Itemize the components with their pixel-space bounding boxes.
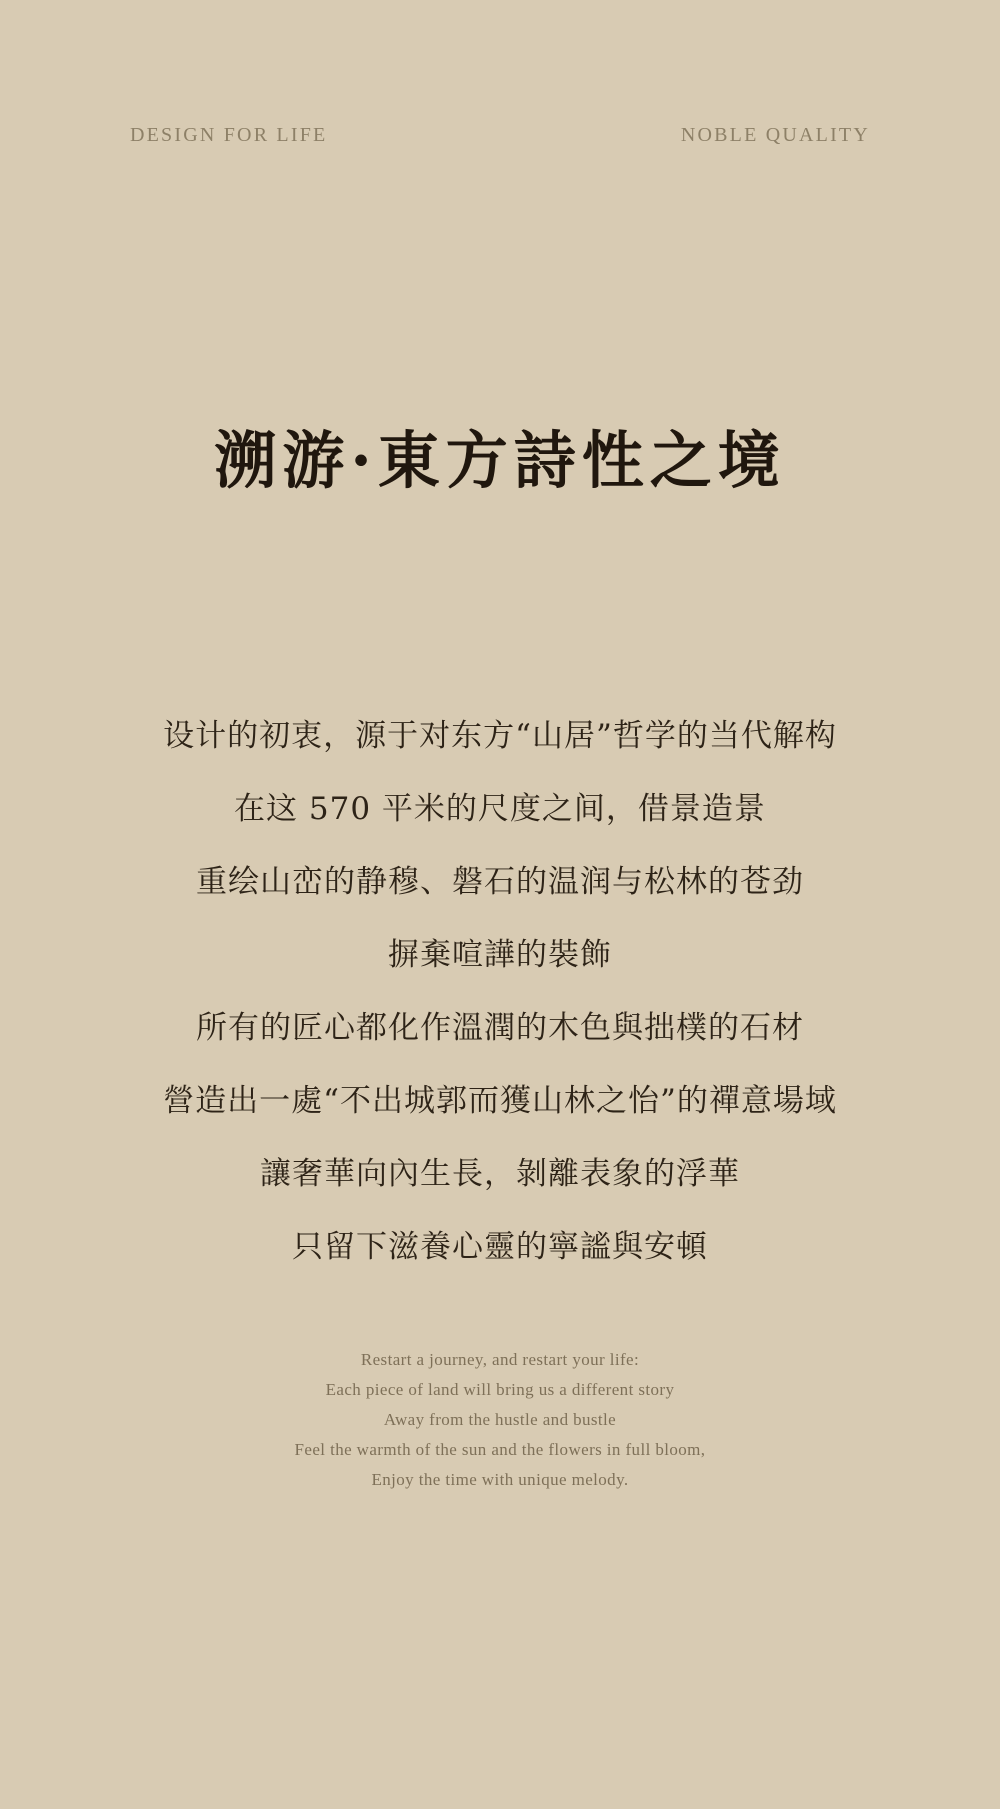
footnote-block [0, 1345, 1000, 1495]
footnote-line: Each piece of land will bring us a different story [325, 1380, 675, 1399]
verse-line: 摒棄喧譁的裝飾 [388, 937, 612, 973]
footnote-line: Feel the warmth of the sun and the flowers in full bloom, [294, 1440, 706, 1459]
page-title-wrap [0, 385, 1000, 536]
verse-line: 重绘山峦的静穆、磐石的温润与松林的苍劲 [196, 864, 804, 900]
eyebrow-left-label: DESIGN FOR LIFE [130, 124, 328, 146]
footnote-line: Restart a journey, and restart your life: [360, 1350, 640, 1369]
eyebrow-right-label: NOBLE QUALITY [680, 124, 870, 146]
verse-line: 在这 570 平米的尺度之间，借景造景 [234, 791, 766, 827]
verse-line: 只留下滋養心靈的寧謐與安頓 [292, 1229, 708, 1265]
verse-line: 營造出一處“不出城郭而獲山林之怡”的禪意場域 [163, 1083, 837, 1119]
header-eyebrow-row [130, 124, 870, 147]
footnote-line: Enjoy the time with unique melody. [371, 1470, 629, 1489]
verse-line: 讓奢華向內生長，剝離表象的浮華 [260, 1156, 740, 1192]
verse-block [0, 700, 1000, 1284]
footnote-line: Away from the hustle and bustle [383, 1410, 617, 1429]
page-title: 溯游·東方詩性之境 [214, 423, 786, 497]
verse-line: 所有的匠心都化作溫潤的木色與拙樸的石材 [196, 1010, 804, 1046]
verse-line: 设计的初衷，源于对东方“山居”哲学的当代解构 [163, 718, 837, 754]
